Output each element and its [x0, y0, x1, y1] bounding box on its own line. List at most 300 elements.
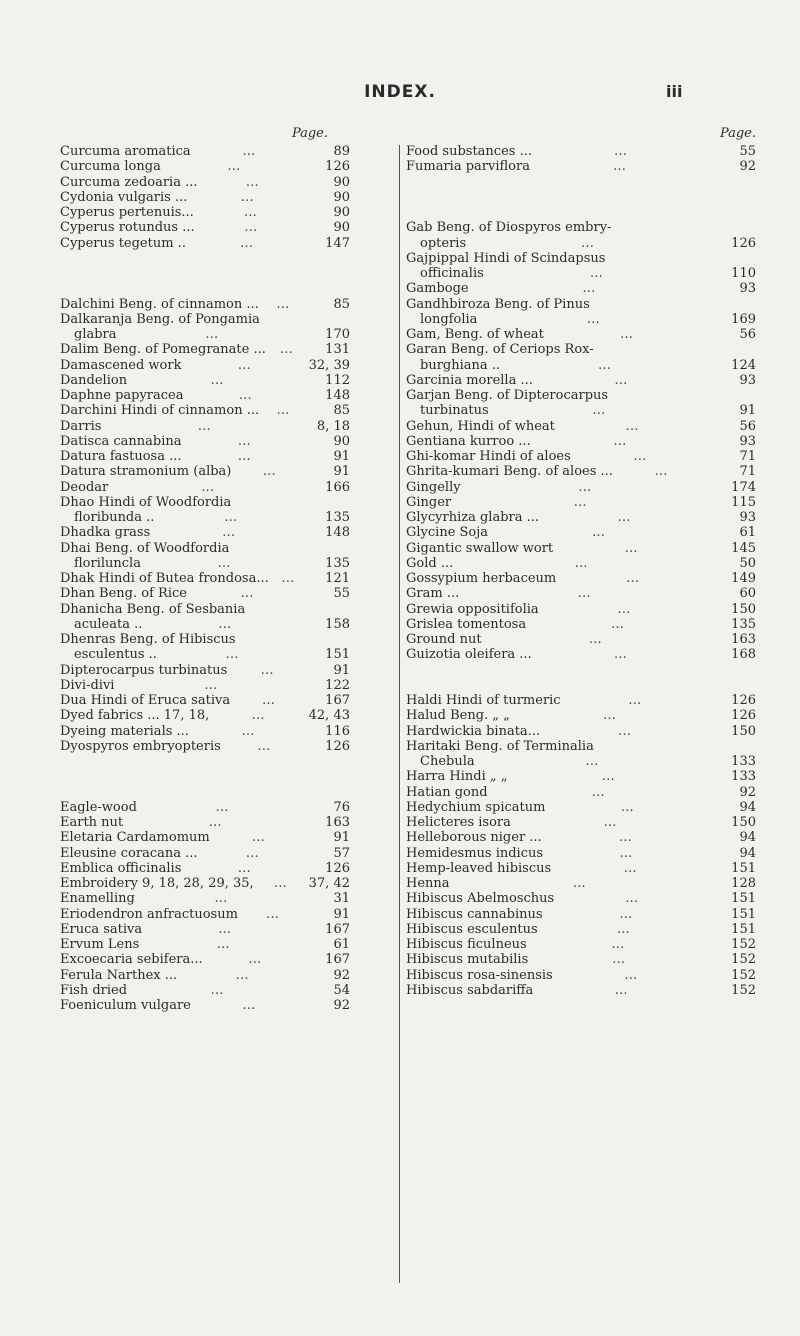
- entry-line: [60, 571, 350, 586]
- entry-line: [406, 556, 756, 571]
- entry-line: [406, 830, 756, 845]
- section-gap: [406, 663, 756, 678]
- index-entry: [60, 205, 350, 220]
- entry-page: 150: [731, 601, 756, 617]
- index-entry: [60, 236, 350, 251]
- leader-dots: [510, 708, 710, 723]
- entry-line: [60, 815, 350, 830]
- index-entry: [60, 480, 350, 495]
- index-entry: [406, 251, 756, 282]
- leader-dots: [528, 952, 710, 967]
- entry-page: 167: [325, 693, 350, 708]
- entry-text: Gram ...: [406, 586, 460, 602]
- leader-dots: [526, 617, 710, 632]
- entry-line: [406, 876, 756, 891]
- page-number: iii: [666, 82, 683, 101]
- entry-line: [60, 922, 350, 937]
- entry-page: 148: [325, 525, 350, 541]
- entry-line: [60, 846, 350, 861]
- entry-page: 152: [731, 937, 756, 952]
- entry-text: Halud Beng. „ „: [406, 708, 510, 724]
- entry-text: Ervum Lens: [60, 937, 140, 952]
- leader-dots: [108, 480, 308, 495]
- entry-text: Hibiscus rosa-sinensis: [406, 967, 553, 983]
- leader-dots: [141, 556, 308, 571]
- index-entry: [60, 693, 350, 708]
- entry-text: Helicteres isora: [406, 815, 511, 830]
- entry-page: 94: [739, 845, 756, 861]
- index-entry: [406, 724, 756, 739]
- entry-text: Gandhbiroza Beng. of Pinus: [406, 296, 590, 312]
- entry-page: 90: [333, 433, 350, 449]
- leader-dots: [477, 312, 710, 327]
- leader-dots: [532, 144, 710, 159]
- entry-text: Eleusine coracana ...: [60, 845, 198, 861]
- leader-dots: [488, 785, 710, 800]
- entry-line: [406, 708, 756, 723]
- entry-line: [60, 861, 350, 876]
- entry-line: [60, 434, 350, 449]
- entry-text: Gamboge: [406, 281, 469, 297]
- entry-line: [406, 922, 756, 937]
- entry-line: [406, 403, 756, 418]
- index-entry: [406, 800, 756, 815]
- leader-dots: [191, 998, 308, 1013]
- entry-line: [406, 617, 756, 632]
- entry-page: 55: [333, 586, 350, 602]
- index-entry: [60, 358, 350, 373]
- index-entry: [60, 632, 350, 663]
- leader-dots: [139, 937, 308, 952]
- index-entry: [406, 144, 756, 159]
- index-entry: [406, 281, 756, 296]
- entry-line: [60, 190, 350, 205]
- entry-page: 91: [333, 662, 350, 678]
- entry-page: 115: [731, 494, 756, 510]
- entry-text: Cyperus pertenuis...: [60, 205, 194, 220]
- entry-text: Hibiscus Abelmoschus: [406, 891, 555, 907]
- leader-dots: [194, 205, 308, 220]
- entry-line: [60, 312, 350, 327]
- entry-line: [406, 800, 756, 815]
- index-entry: [60, 434, 350, 449]
- entry-line: [406, 968, 756, 983]
- entry-page: 93: [739, 510, 756, 525]
- index-entry: [60, 876, 350, 891]
- leader-dots: [101, 419, 308, 434]
- entry-text: Foeniculum vulgare: [60, 998, 191, 1013]
- index-entry: [406, 785, 756, 800]
- leader-dots: [181, 358, 308, 373]
- index-entry: [60, 495, 350, 526]
- index-entry: [406, 556, 756, 571]
- entry-page: 126: [731, 235, 756, 251]
- index-entry: [60, 190, 350, 205]
- entry-line: [406, 907, 756, 922]
- entry-line: [60, 510, 350, 525]
- index-entry: [406, 617, 756, 632]
- entry-text: Damascened work: [60, 357, 182, 373]
- entry-page: 135: [731, 616, 756, 632]
- index-entry: [60, 922, 350, 937]
- entry-line: [406, 541, 756, 556]
- index-entries-left: [60, 144, 350, 1013]
- entry-text: Dyospyros embryopteris: [60, 738, 221, 754]
- entry-line: [406, 144, 756, 159]
- entry-line: [406, 266, 756, 281]
- entry-page: 61: [739, 525, 756, 541]
- entry-text: Gentiana kurroo ...: [406, 433, 531, 449]
- entry-text: Henna: [406, 876, 450, 891]
- entry-text: Excoecaria sebifera...: [60, 952, 203, 968]
- entry-page: 152: [731, 967, 756, 983]
- leader-dots: [533, 983, 710, 998]
- entry-text: Dalim Beng. of Pomegranate ...: [60, 342, 266, 358]
- entry-line: [406, 510, 756, 525]
- index-entry: [406, 510, 756, 525]
- leader-dots: [561, 693, 710, 708]
- entry-line: [60, 693, 350, 708]
- entry-page: 126: [731, 693, 756, 708]
- entry-line: [406, 586, 756, 601]
- entry-page: 150: [731, 815, 756, 830]
- index-entry: [60, 449, 350, 464]
- entry-text: floriluncla: [74, 555, 141, 571]
- section-gap: [60, 281, 350, 296]
- entry-text: Dua Hindi of Eruca sativa: [60, 693, 231, 708]
- index-entry: [406, 830, 756, 845]
- entry-line: [60, 708, 350, 723]
- leader-dots: [181, 861, 308, 876]
- index-entry: [406, 968, 756, 983]
- index-entry: [60, 342, 350, 357]
- entry-line: [60, 388, 350, 403]
- section-gap: [60, 266, 350, 281]
- entry-page: 8, 18: [316, 418, 350, 434]
- entry-text: Harra Hindi „ „: [406, 769, 508, 785]
- section-gap: [406, 175, 756, 190]
- entry-page: 133: [731, 754, 756, 769]
- entry-text: Earth nut: [60, 815, 124, 830]
- entry-line: [60, 800, 350, 815]
- entry-page: 94: [739, 799, 756, 815]
- entry-line: [60, 586, 350, 601]
- leader-dots: [482, 632, 710, 647]
- index-entry: [406, 815, 756, 830]
- entry-line: [406, 937, 756, 952]
- entry-page: 61: [333, 937, 350, 952]
- index-entry: [406, 434, 756, 449]
- entry-page: 90: [333, 205, 350, 220]
- entry-text: Glycine Soja: [406, 525, 489, 541]
- entry-text: burghiana ..: [420, 357, 501, 373]
- entry-page: 126: [325, 159, 350, 175]
- leader-dots: [157, 647, 308, 662]
- entry-text: Fumaria parviflora: [406, 159, 530, 175]
- entry-line: [406, 891, 756, 906]
- index-entry: [406, 220, 756, 251]
- entry-page: 56: [739, 418, 756, 434]
- leader-dots: [538, 922, 710, 937]
- page-header: [0, 82, 800, 106]
- entry-text: Ferula Narthex ...: [60, 967, 178, 983]
- entry-text: Divi-divi: [60, 677, 115, 693]
- entry-line: [60, 602, 350, 617]
- entry-page: 126: [731, 708, 756, 724]
- section-gap: [60, 769, 350, 784]
- entry-page: 168: [731, 647, 756, 663]
- leader-dots: [613, 464, 710, 479]
- entry-text: Hibiscus mutabilis: [406, 952, 529, 968]
- leader-dots: [475, 754, 710, 769]
- entry-line: [60, 144, 350, 159]
- entry-line: [406, 724, 756, 739]
- index-entry: [406, 464, 756, 479]
- index-entry: [60, 373, 350, 388]
- entry-page: 90: [333, 174, 350, 190]
- entry-line: [60, 297, 350, 312]
- index-entry: [60, 846, 350, 861]
- entry-page: 92: [333, 998, 350, 1013]
- entry-text: Daphne papyracea: [60, 388, 184, 403]
- entry-text: Hemidesmus indicus: [406, 845, 544, 861]
- leader-dots: [469, 281, 710, 296]
- entry-line: [60, 998, 350, 1013]
- leader-dots: [266, 342, 308, 357]
- entry-line: [406, 373, 756, 388]
- entry-line: [60, 724, 350, 739]
- entry-page: 91: [333, 464, 350, 480]
- entry-text: Eriodendron anfractuosum: [60, 906, 238, 922]
- entry-line: [406, 632, 756, 647]
- entry-line: [406, 312, 756, 327]
- index-entry: [406, 861, 756, 876]
- index-entry: [60, 297, 350, 312]
- entry-page: 31: [333, 891, 350, 907]
- leader-dots: [259, 403, 308, 418]
- entry-line: [406, 220, 756, 235]
- right-column: [406, 126, 756, 998]
- entry-page: 93: [739, 433, 756, 449]
- index-entry: [60, 159, 350, 174]
- index-entry: [60, 952, 350, 967]
- entry-page: 121: [325, 571, 350, 586]
- leader-dots: [187, 586, 308, 601]
- leader-dots: [254, 876, 308, 891]
- entry-line: [60, 617, 350, 632]
- entry-page: 151: [731, 860, 756, 876]
- entry-text: Helleborous niger ...: [406, 830, 542, 846]
- entry-line: [406, 571, 756, 586]
- entry-line: [60, 236, 350, 251]
- leader-dots: [507, 769, 710, 784]
- leader-dots: [461, 480, 710, 495]
- leader-dots: [230, 693, 308, 708]
- index-entry: [406, 541, 756, 556]
- entry-text: Curcuma aromatica: [60, 144, 191, 159]
- entry-page: 122: [325, 677, 350, 693]
- index-entry: [60, 800, 350, 815]
- entry-page: 169: [731, 311, 756, 327]
- entry-text: Gossypium herbaceum: [406, 571, 557, 586]
- leader-dots: [114, 678, 308, 693]
- entry-text: Datura stramonium (alba): [60, 464, 232, 480]
- page-column-heading: Page.: [719, 126, 756, 141]
- entry-page: 126: [325, 860, 350, 876]
- entry-text: Dhak Hindi of Butea frondosa...: [60, 571, 269, 586]
- leader-dots: [551, 861, 710, 876]
- leader-dots: [154, 510, 308, 525]
- entry-line: [60, 739, 350, 754]
- leader-dots: [117, 327, 308, 342]
- index-entry: [406, 907, 756, 922]
- entry-text: Cyperus rotundus ...: [60, 220, 195, 236]
- entry-page: 55: [739, 144, 756, 159]
- entry-page: 116: [325, 723, 350, 739]
- entry-page: 112: [325, 372, 350, 388]
- entry-page: 163: [325, 815, 350, 830]
- leader-dots: [511, 815, 710, 830]
- entry-page: 147: [325, 235, 350, 251]
- entry-text: Gam, Beng. of wheat: [406, 327, 544, 342]
- entry-line: [406, 495, 756, 510]
- entry-text: Gajpippal Hindi of Scindapsus: [406, 250, 606, 266]
- entry-text: Garjan Beng. of Dipterocarpus: [406, 388, 609, 403]
- entry-text: Emblica officinalis: [60, 860, 182, 876]
- entry-text: Cydonia vulgaris ...: [60, 189, 188, 205]
- entry-line: [406, 785, 756, 800]
- leader-dots: [553, 541, 710, 556]
- index-entry: [406, 922, 756, 937]
- leader-dots: [184, 388, 309, 403]
- index-entry: [60, 586, 350, 601]
- entry-text: Guizotia oleifera ...: [406, 647, 532, 663]
- index-entry: [406, 373, 756, 388]
- entry-text: Hibiscus esculentus: [406, 921, 538, 937]
- entry-text: Dalkaranja Beng. of Pongamia: [60, 311, 260, 327]
- entry-page: 151: [325, 647, 350, 663]
- entry-text: Dandelion: [60, 372, 128, 388]
- entry-text: Dhanicha Beng. of Sesbania: [60, 601, 246, 617]
- entry-page: 50: [739, 555, 756, 571]
- entry-text: Dhai Beng. of Woodfordia: [60, 540, 230, 556]
- entry-text: esculentus ..: [74, 647, 157, 663]
- index-entry: [406, 297, 756, 328]
- leader-dots: [127, 373, 308, 388]
- entry-page: 152: [731, 982, 756, 998]
- index-entry: [60, 312, 350, 343]
- entry-text: Garcinia morella ...: [406, 372, 533, 388]
- leader-dots: [198, 175, 309, 190]
- entry-text: Deodar: [60, 479, 109, 495]
- entry-line: [60, 358, 350, 373]
- index-entry: [406, 708, 756, 723]
- index-entry: [406, 769, 756, 784]
- index-entry: [406, 891, 756, 906]
- index-entry: [60, 724, 350, 739]
- entry-line: [60, 678, 350, 693]
- index-entry: [60, 388, 350, 403]
- index-entry: [406, 739, 756, 770]
- leader-dots: [539, 510, 710, 525]
- index-entry: [60, 220, 350, 235]
- entry-line: [406, 815, 756, 830]
- index-entry: [60, 678, 350, 693]
- entry-line: [60, 968, 350, 983]
- leader-dots: [466, 236, 710, 251]
- index-entry: [60, 571, 350, 586]
- leader-dots: [191, 144, 308, 159]
- section-gap: [406, 678, 756, 693]
- entry-page: 71: [739, 464, 756, 480]
- entry-page: 170: [325, 327, 350, 342]
- index-entry: [406, 983, 756, 998]
- leader-dots: [142, 617, 308, 632]
- entry-line: [406, 846, 756, 861]
- entry-line: [406, 739, 756, 754]
- leader-dots: [227, 663, 308, 678]
- leader-dots: [544, 327, 710, 342]
- entry-page: 166: [325, 479, 350, 495]
- entry-text: Datura fastuosa ...: [60, 449, 182, 464]
- entry-text: Hibiscus sabdariffa: [406, 982, 534, 998]
- entry-page: 93: [739, 372, 756, 388]
- entry-page: 91: [333, 830, 350, 846]
- leader-dots: [198, 846, 309, 861]
- entry-page: 149: [731, 571, 756, 586]
- entry-line: [60, 175, 350, 190]
- entry-page: 167: [325, 952, 350, 968]
- leader-dots: [488, 525, 710, 540]
- entry-page: 124: [731, 357, 756, 373]
- entry-text: longfolia: [420, 311, 478, 327]
- index-entry: [406, 159, 756, 174]
- entry-page: 163: [731, 632, 756, 647]
- entry-line: [406, 464, 756, 479]
- index-entry: [60, 998, 350, 1013]
- entry-text: Haldi Hindi of turmeric: [406, 693, 561, 708]
- entry-text: Chebula: [420, 754, 475, 769]
- index-entry: [406, 846, 756, 861]
- index-entry: [60, 525, 350, 540]
- entry-line: [406, 449, 756, 464]
- entry-page: 152: [731, 952, 756, 968]
- left-column: [60, 126, 350, 1013]
- entry-page: 167: [325, 921, 350, 937]
- entry-text: Eagle-wood: [60, 799, 137, 815]
- entry-text: turbinatus: [420, 403, 489, 419]
- entry-page: 145: [731, 540, 756, 556]
- entry-text: floribunda ..: [74, 510, 155, 525]
- entry-page: 76: [333, 799, 350, 815]
- entry-line: [406, 297, 756, 312]
- entry-line: [60, 983, 350, 998]
- leader-dots: [221, 739, 308, 754]
- entry-page: 151: [731, 906, 756, 922]
- entry-text: Dyed fabrics ... 17, 18,: [60, 708, 210, 724]
- index-entry: [60, 891, 350, 906]
- index-entry: [60, 830, 350, 845]
- entry-page: 85: [333, 296, 350, 312]
- entry-text: Darris: [60, 418, 102, 434]
- section-gap: [60, 251, 350, 266]
- entry-line: [60, 449, 350, 464]
- entry-text: Hemp-leaved hibiscus: [406, 860, 552, 876]
- entry-page: 93: [739, 281, 756, 297]
- entry-line: [60, 403, 350, 418]
- entry-text: Cyperus tegetum ..: [60, 235, 186, 251]
- entry-line: [60, 541, 350, 556]
